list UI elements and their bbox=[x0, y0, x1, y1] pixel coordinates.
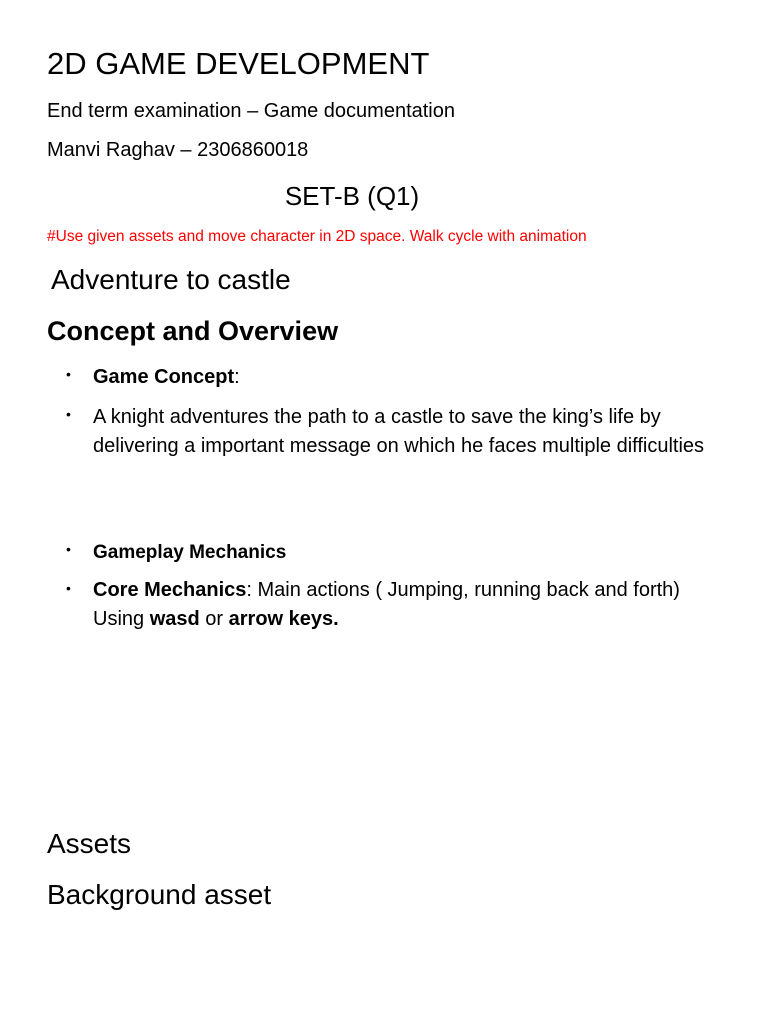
section-heading-assets: Assets bbox=[47, 828, 132, 859]
game-concept-label: Game Concept bbox=[93, 366, 235, 388]
document-subtitle: End term examination – Game documentation bbox=[47, 100, 455, 122]
section-heading-concept: Concept and Overview bbox=[47, 316, 339, 346]
document-title: 2D GAME DEVELOPMENT bbox=[47, 46, 430, 81]
list-item-gameplay-mechanics: Gameplay Mechanics bbox=[93, 542, 287, 563]
section-heading-background-asset: Background asset bbox=[47, 879, 272, 910]
list-item-game-concept bbox=[93, 363, 240, 392]
list-item-game-concept-description: A knight adventures the path to a castle to save the king’s life by delivering a important message on which he faces multiple difficulties bbox=[93, 406, 705, 457]
core-mechanics-label: Core Mechanics bbox=[93, 579, 247, 601]
core-mechanics-text: : Main actions ( Jumping, running back and forth) Using bbox=[93, 579, 680, 630]
bullet-marker: • bbox=[66, 406, 71, 422]
wasd-keys: wasd bbox=[149, 608, 200, 630]
bullet-marker: • bbox=[66, 366, 71, 382]
bullet-marker: • bbox=[66, 580, 71, 596]
or-text: or bbox=[199, 608, 229, 630]
bullet-marker: • bbox=[66, 541, 71, 557]
game-name-heading: Adventure to castle bbox=[51, 264, 291, 295]
game-concept-colon: : bbox=[234, 366, 240, 388]
author-line: Manvi Raghav – 2306860018 bbox=[47, 139, 309, 161]
arrow-keys: arrow keys. bbox=[228, 608, 339, 630]
list-item-core-mechanics bbox=[93, 576, 733, 634]
instruction-note: #Use given assets and move character in 2D space. Walk cycle with animation bbox=[47, 228, 587, 245]
set-label: SET-B (Q1) bbox=[284, 181, 420, 211]
